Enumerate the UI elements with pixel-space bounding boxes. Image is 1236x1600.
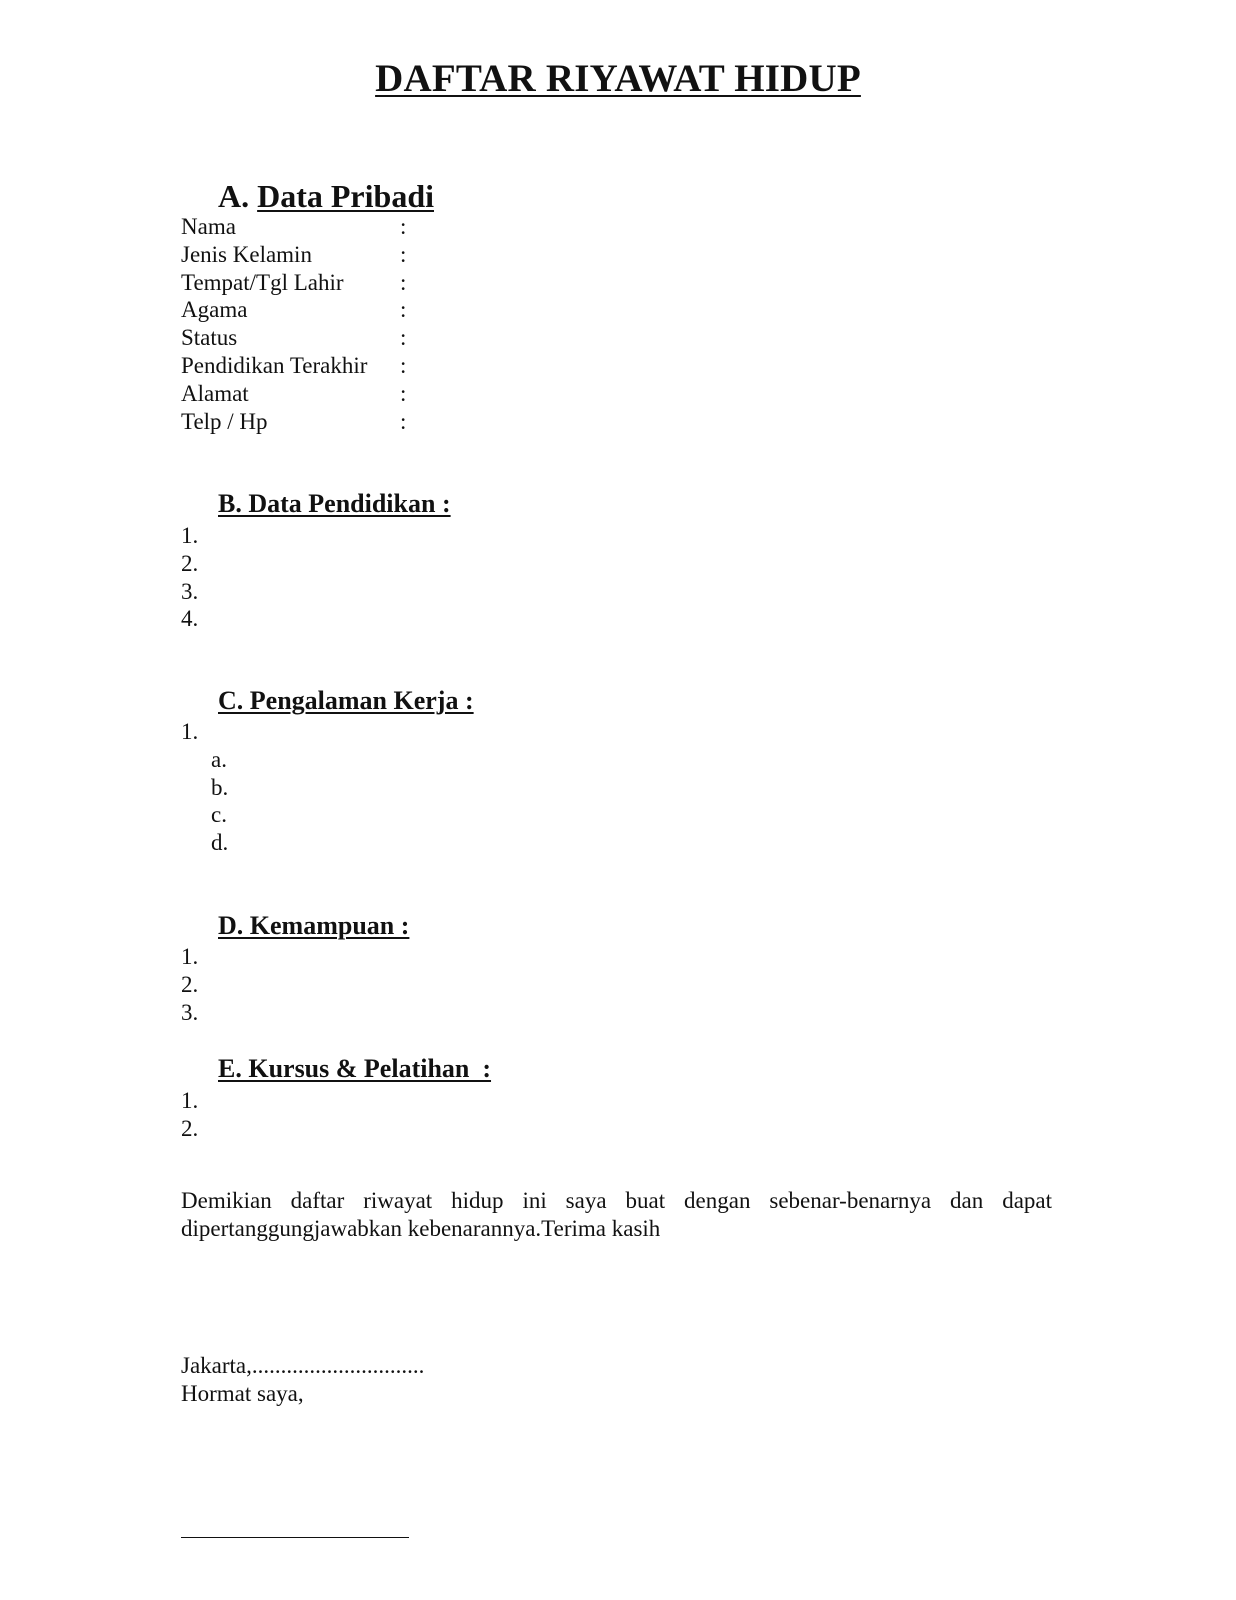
- field-label: Agama: [181, 297, 248, 323]
- field-separator: :: [400, 241, 407, 267]
- section-e-heading: [218, 1054, 491, 1084]
- field-label: Status: [181, 325, 238, 351]
- section-d-heading: [218, 911, 409, 941]
- field-label: Jenis Kelamin: [181, 241, 312, 267]
- list-item: 1.: [181, 944, 199, 969]
- sub-list-item: a.: [211, 746, 227, 772]
- section-b-heading: [218, 489, 451, 519]
- section-a-heading: [218, 178, 434, 215]
- skills-list: [181, 943, 198, 1026]
- regards-text: Hormat saya,: [181, 1381, 304, 1406]
- list-item: 3.: [181, 999, 199, 1025]
- list-item: 1.: [181, 523, 199, 548]
- list-item: 1.: [181, 1088, 199, 1113]
- field-separator: :: [400, 269, 407, 295]
- list-item: 2.: [181, 971, 199, 997]
- list-item: 2.: [181, 1115, 199, 1141]
- field-label: Nama: [181, 214, 236, 239]
- field-label: Telp / Hp: [181, 408, 268, 434]
- section-d-title: D. Kemampuan :: [218, 911, 410, 940]
- field-separator: :: [400, 352, 407, 378]
- education-list: [181, 522, 198, 633]
- list-item: 3.: [181, 578, 199, 604]
- section-e-title: E. Kursus & Pelatihan :: [218, 1054, 492, 1083]
- field-separator: :: [400, 380, 407, 406]
- field-row-tempat-tgl-lahir: [181, 269, 406, 297]
- field-row-telp-hp: [181, 408, 406, 436]
- field-row-agama: [181, 296, 406, 324]
- field-row-pendidikan-terakhir: [181, 352, 406, 380]
- field-label: Alamat: [181, 380, 249, 406]
- personal-data-fields: [181, 213, 406, 435]
- sub-list-item: d.: [211, 830, 229, 856]
- field-separator: :: [400, 297, 407, 323]
- field-row-nama: [181, 213, 406, 241]
- list-item: 4.: [181, 606, 199, 632]
- field-separator: :: [400, 325, 407, 351]
- field-row-jenis-kelamin: [181, 241, 406, 269]
- field-row-status: [181, 324, 406, 352]
- list-item: 1.: [181, 719, 199, 744]
- field-row-alamat: [181, 380, 406, 408]
- signature-line: [181, 1537, 409, 1538]
- work-experience-list: [181, 718, 228, 857]
- sub-list-item: b.: [211, 774, 229, 800]
- list-item: 2.: [181, 550, 199, 576]
- document-title: DAFTAR RIYAWAT HIDUP: [375, 57, 861, 100]
- section-a-title: Data Pribadi: [257, 178, 434, 214]
- courses-list: [181, 1087, 198, 1143]
- sub-list-item: c.: [211, 802, 227, 828]
- field-separator: :: [400, 408, 407, 434]
- field-label: Tempat/Tgl Lahir: [181, 269, 344, 295]
- place-date-line: Jakarta,..............................: [181, 1353, 425, 1378]
- section-c-heading: [218, 686, 474, 716]
- closing-statement: Demikian daftar riwayat hidup ini saya buat dengan sebenar-benarnya dan dapat dipertanggungjawabkan kebenarannya.Terima kasih: [181, 1188, 1052, 1241]
- field-label: Pendidikan Terakhir: [181, 352, 368, 378]
- section-a-prefix: A.: [218, 178, 258, 214]
- section-b-title: B. Data Pendidikan :: [218, 489, 451, 518]
- field-separator: :: [400, 214, 407, 239]
- section-c-title: C. Pengalaman Kerja :: [218, 686, 474, 715]
